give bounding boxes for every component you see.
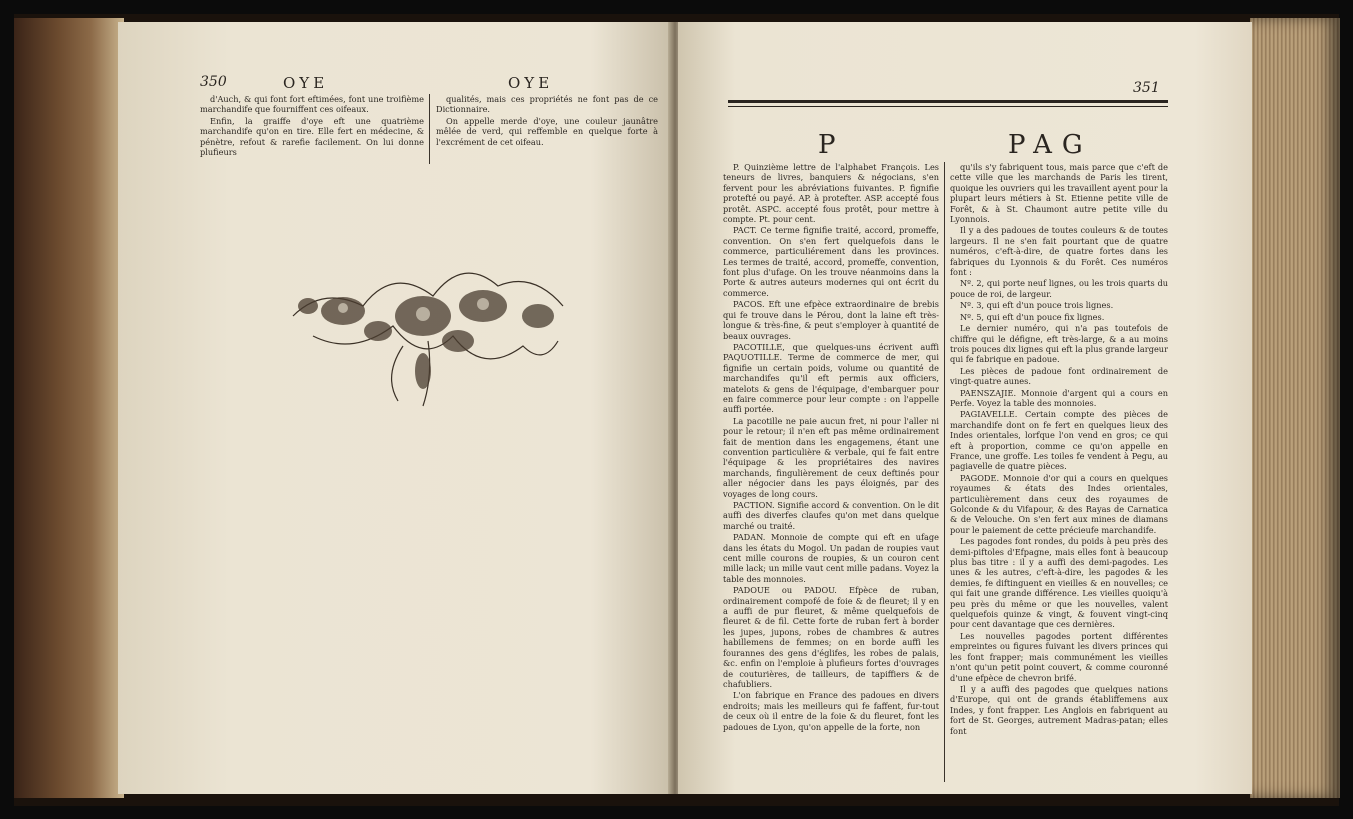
paragraph: La pacotille ne paie aucun fret, ni pour l'aller ni pour le retour; il n'en eft pas même ordinairement fait de mention dans les engagemens, étant une convention particulière & verbale, qui fe fait entre l'équipage & les propriétaires des navires marchands, fingulièrement de ceux deftinés pour aller négocier dans les pays éloignés, par des voyages de long cours. [723,415,939,499]
running-head: OYE [508,74,554,92]
text-column-2 [950,162,1168,782]
right-page [678,22,1252,794]
paragraph: d'Auch, & qui font fort eftimées, font une troifième marchandife que fourniffent ces oifeaux. [200,94,424,115]
header-rule [728,106,1168,107]
paragraph: PACT. Ce terme fignifie traité, accord, promeffe, convention. On s'en fert quelquefois dans le commerce, particuliérement dans les provinces. Les termes de traité, accord, promeffe, convention, font plus d'ufage. On les trouve néanmoins dans la Porte & autres auteurs modernes qui ont écrit du commerce. [723,225,939,298]
column-divider [944,162,945,782]
paragraph: Il y a des padoues de toutes couleurs & de toutes largeurs. Il ne s'en fait pourtant que de quatre numéros, c'eft-à-dire, de quatre fortes dans les fabriques du Lyonnois & du Forêt. Ces numéros font : [950,225,1168,278]
paragraph: qualités, mais ces propriétés ne font pas de ce Dictionnaire. [436,94,658,115]
paragraph: Les pièces de padoue font ordinairement de vingt-quatre aunes. [950,365,1168,387]
column-divider [429,94,430,164]
book-edge-left [14,18,124,798]
paragraph: Il y a auffi des pagodes que quelques nations d'Europe, qui ont de grands établiffemens aux Indes, y font frapper. Les Anglois en fabriquent au fort de St. Georges, autrement Madras-patan; elles font [950,683,1168,736]
paragraph: PAENSZAJIE. Monnoie d'argent qui a cours en Perfe. Voyez la table des monnoies. [950,387,1168,408]
paragraph: PADAN. Monnoie de compte qui eft en ufage dans les états du Mogol. Un padan de roupies vaut cent mille courons de roupies, & un couron cent mille lack; un mille vaut cent mille padans. Voyez la table des monnoies. [723,532,939,584]
paragraph: Les nouvelles pagodes portent différentes empreintes ou figures fuivant les divers princes qui les font frapper; mais communément les vieilles n'ont qu'un petit point couvert, & comme couronné d'une efpèce de chevron brifé. [950,630,1168,683]
header-rule [728,100,1168,103]
running-head: OYE [283,74,329,92]
text-column-1 [200,94,424,164]
paragraph: Nº. 5, qui eft d'un pouce fix lignes. [960,311,1105,322]
paragraph: PADOUE ou PADOU. Efpèce de ruban, ordinairement compofé de foie & de fleuret; il y en a auffi de pur fleuret, & même quelquefois de fleuret & de fil. Cette forte de ruban fert à border les jupes, jupons, robes de chambres & autres habillemens de femmes; on en borde auffi les fourannes des gens d'églifes, les robes de palais, &c. enfin on l'emploie à plufieurs fortes d'ouvrages de couturières, de tailleurs, de tapiffiers & de chafubliers. [723,585,939,689]
page-number: 350 [200,74,227,90]
paragraph: Nº. 2, qui porte neuf lignes, ou les trois quarts du pouce de roi, de largeur. [950,278,1168,299]
page-number: 351 [1133,80,1160,96]
paragraph: L'on fabrique en France des padoues en divers endroits; mais les meilleurs qui fe faffent, fur-tout de ceux où il entre de la foie & du fleuret, font les padoues de Lyon, qu'on appelle de la forte, non [723,690,939,732]
text-column-2 [436,94,658,164]
paragraph: PACOTILLE, que quelques-uns écrivent auffi PAQUOTILLE. Terme de commerce de mer, qui fignifie un certain poids, volume ou quantité de marchandifes qu'il eft permis aux officiers, matelots & gens de l'équipage, d'embarquer pour en faire commerce pour leur compte : on l'appelle auffi portée. [723,341,939,415]
section-letter: P [818,130,846,160]
left-page [118,22,674,794]
paragraph: Le dernier numéro, qui n'a pas toutefois de chiffre qui le défigne, eft très-large, & a au moins trois pouces dix lignes qui eft la plus grande largeur qui fe fabrique en padoue. [950,323,1168,365]
paragraph: Les pagodes font rondes, du poids à peu près des demi-piftoles d'Efpagne, mais elles font à beaucoup plus bas titre : il y a auffi des demi-pagodes. Les unes & les autres, c'eft-à-dire, les pagodes & les demies, fe diftinguent en vieilles & en nouvelles; ce qui fait une grande différence. Les vieilles quoiqu'à peu près du même or que les nouvelles, valent quelquefois quinze & vingt, & fouvent vingt-cinq pour cent davantage que ces dernières. [950,536,1168,630]
text-column-1 [723,162,939,782]
floral-ornament [283,246,573,411]
paragraph: qu'ils s'y fabriquent tous, mais parce que c'eft de cette ville que les marchands de Paris les tirent, quoique les ouvriers qui les travaillent ayent pour la plupart leurs métiers à St. Etienne petite ville de Forêt, & à St. Chaumont autre petite ville du Lyonnois. [950,162,1168,225]
book-edge-right [1250,18,1340,798]
paragraph: On appelle merde d'oye, une couleur jaunâtre mêlée de verd, qui reffemble en quelque forte à l'excrément de cet oifeau. [436,115,658,147]
paragraph: PACOS. Eft une efpèce extraordinaire de brebis qui fe trouve dans le Pérou, dont la laine eft très-longue & très-fine, & peut s'employer à quantité de beaux ouvrages. [723,299,939,341]
paragraph: Nº. 3, qui eft d'un pouce trois lignes. [960,300,1114,311]
paragraph: P. Quinzième lettre de l'alphabet François. Les teneurs de livres, banquiers & négocians, s'en fervent pour les abréviations fuivantes. P. fignifie protefté ou payé. AP. à protefter. ASP. accepté fous protêt. ASPC. accepté fous protêt, pour mettre à compte. Pt. pour cent. [723,162,939,225]
paragraph: PAGODE. Monnoie d'or qui a cours en quelques royaumes & états des Indes orientales, particulièrement dans ceux des royaumes de Golconde & du Vifapour, & des Rayas de Carnatica & de Velouche. On s'en fert aux mines de diamans pour le paiement de cette précieufe marchandife. [950,472,1168,535]
paragraph: Enfin, la graiffe d'oye eft une quatrième marchandife qu'on en tire. Elle fert en médecine, & pénètre, refout & rarefie facilement. On lui donne plufieurs [200,115,424,158]
paragraph: PAGIAVELLE. Certain compte des pièces de marchandife dont on fe fert en quelques lieux des Indes orientales, lorfque l'on vend en gros; ce qui eft à proportion, comme ce qu'on appelle en France, une groffe. Les toiles fe vendent à Pegu, au pagiavelle de quatre pièces. [950,409,1168,472]
section-head: PAG [1008,130,1093,160]
paragraph: PACTION. Signifie accord & convention. On le dit auffi des diverfes claufes qu'on met dans quelque marché ou traité. [723,500,939,531]
